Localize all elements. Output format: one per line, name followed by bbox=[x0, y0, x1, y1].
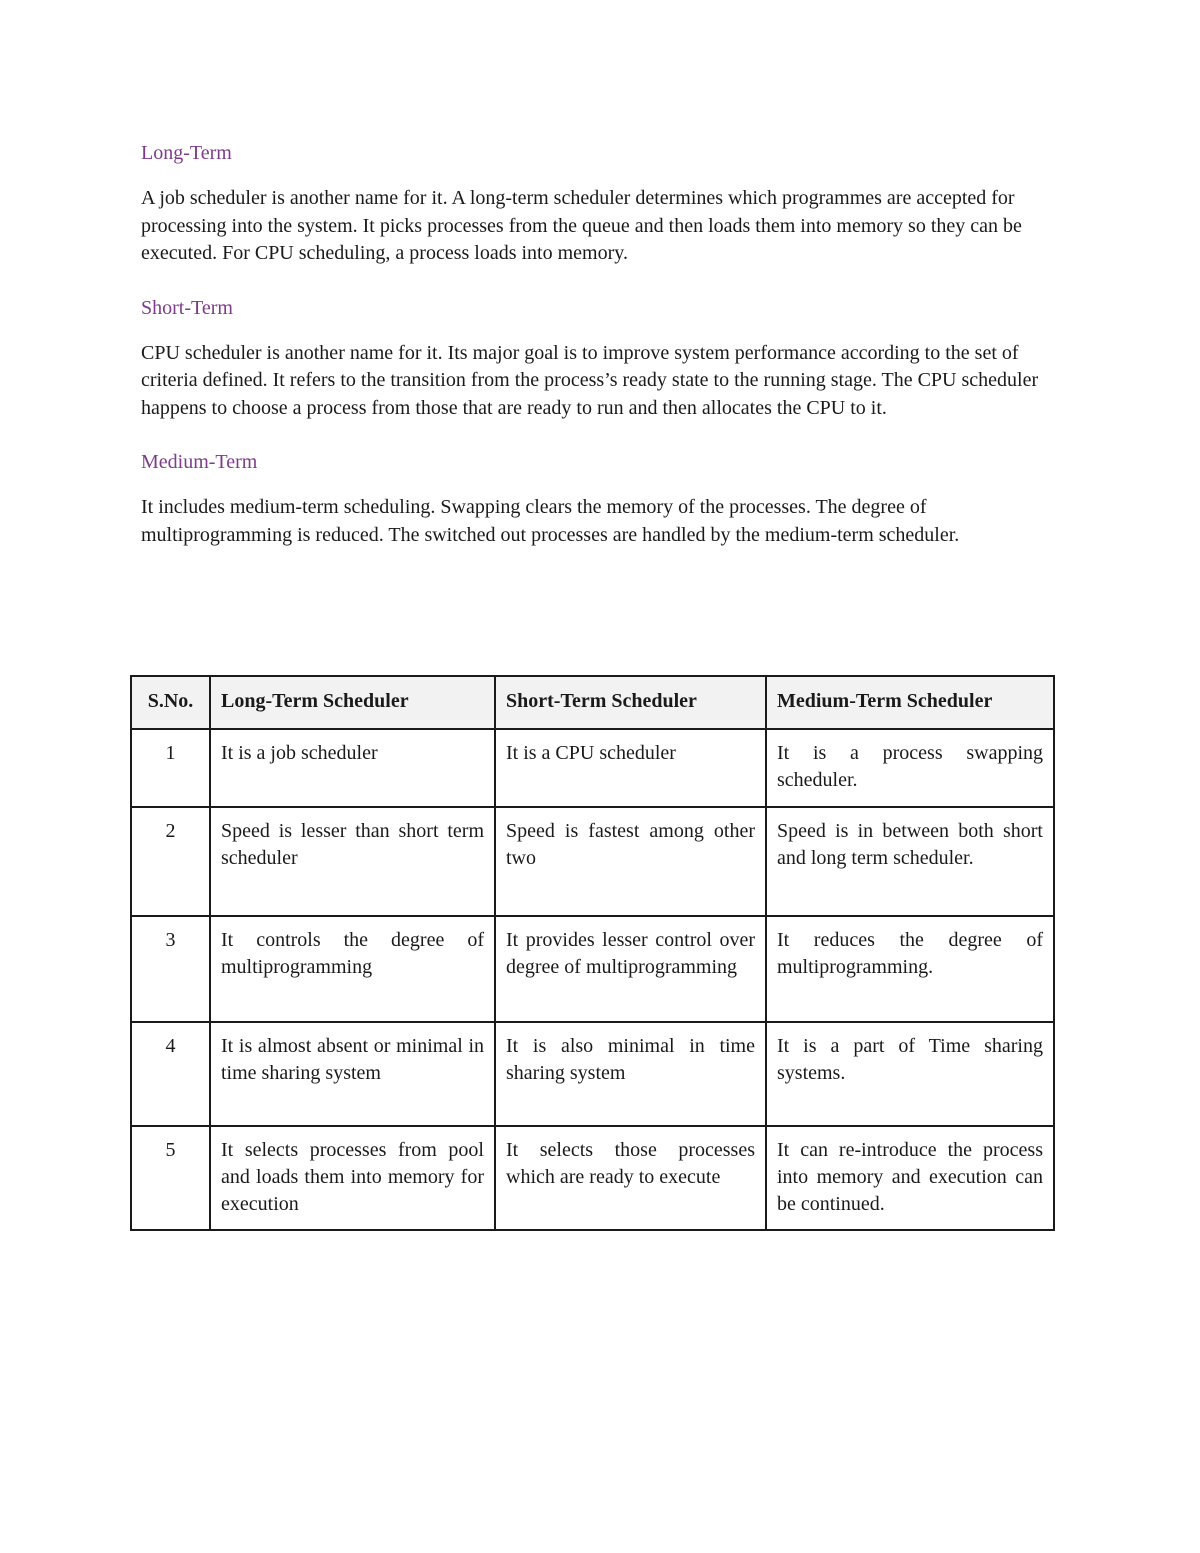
cell-short-term: It is also minimal in time sharing system bbox=[495, 1022, 766, 1126]
cell-long-term: It selects processes from pool and loads them into memory for execution bbox=[210, 1126, 495, 1230]
section-heading-long-term: Long-Term bbox=[141, 142, 232, 164]
table-row bbox=[131, 916, 1054, 1022]
table-row bbox=[131, 729, 1054, 807]
table-row bbox=[131, 1126, 1054, 1230]
cell-sno: 3 bbox=[131, 916, 210, 1022]
cell-long-term: It controls the degree of multiprogramming bbox=[210, 916, 495, 1022]
table-row bbox=[131, 1022, 1054, 1126]
cell-long-term: It is almost absent or minimal in time sharing system bbox=[210, 1022, 495, 1126]
section-text-long-term: A job scheduler is another name for it. A long-term scheduler determines which programmes are accepted for processing into the system. It picks processes from the queue and then loads them into memory so they can be executed. For CPU scheduling, a process loads into memory. bbox=[141, 187, 1022, 264]
cell-short-term: It is a CPU scheduler bbox=[495, 729, 766, 807]
cell-sno: 1 bbox=[131, 729, 210, 807]
cell-medium-term: It is a part of Time sharing systems. bbox=[766, 1022, 1054, 1126]
header-long-term: Long-Term Scheduler bbox=[210, 676, 495, 729]
table-row bbox=[131, 807, 1054, 916]
cell-short-term: It selects those processes which are ready to execute bbox=[495, 1126, 766, 1230]
header-short-term: Short-Term Scheduler bbox=[495, 676, 766, 729]
cell-medium-term: It can re-introduce the process into memory and execution can be continued. bbox=[766, 1126, 1054, 1230]
cell-long-term: It is a job scheduler bbox=[210, 729, 495, 807]
section-text-short-term: CPU scheduler is another name for it. Its major goal is to improve system performance according to the set of criteria defined. It refers to the transition from the process’s ready state to the running stage. The CPU scheduler happens to choose a process from those that are ready to run and then allocates the CPU to it. bbox=[141, 341, 1039, 419]
cell-sno: 4 bbox=[131, 1022, 210, 1126]
comparison-table-wrapper bbox=[130, 675, 1055, 1231]
header-sno: S.No. bbox=[131, 676, 210, 729]
section-heading-short-term: Short-Term bbox=[141, 296, 233, 319]
cell-long-term: Speed is lesser than short term scheduler bbox=[210, 807, 495, 916]
scheduler-comparison-table bbox=[130, 675, 1055, 1231]
cell-sno: 5 bbox=[131, 1126, 210, 1230]
cell-medium-term: It is a process swapping scheduler. bbox=[766, 729, 1054, 807]
section-heading-medium-term: Medium-Term bbox=[141, 451, 258, 473]
cell-short-term: It provides lesser control over degree of multiprogramming bbox=[495, 916, 766, 1022]
table-header-row bbox=[131, 676, 1054, 729]
cell-medium-term: Speed is in between both short and long term scheduler. bbox=[766, 807, 1054, 916]
cell-short-term: Speed is fastest among other two bbox=[495, 807, 766, 916]
section-text-medium-term: It includes medium-term scheduling. Swapping clears the memory of the processes. The degree of multiprogramming is reduced. The switched out processes are handled by the medium-term scheduler. bbox=[141, 496, 960, 546]
header-medium-term: Medium-Term Scheduler bbox=[766, 676, 1054, 729]
document-body bbox=[141, 140, 1061, 576]
cell-sno: 2 bbox=[131, 807, 210, 916]
cell-medium-term: It reduces the degree of multiprogramming. bbox=[766, 916, 1054, 1022]
